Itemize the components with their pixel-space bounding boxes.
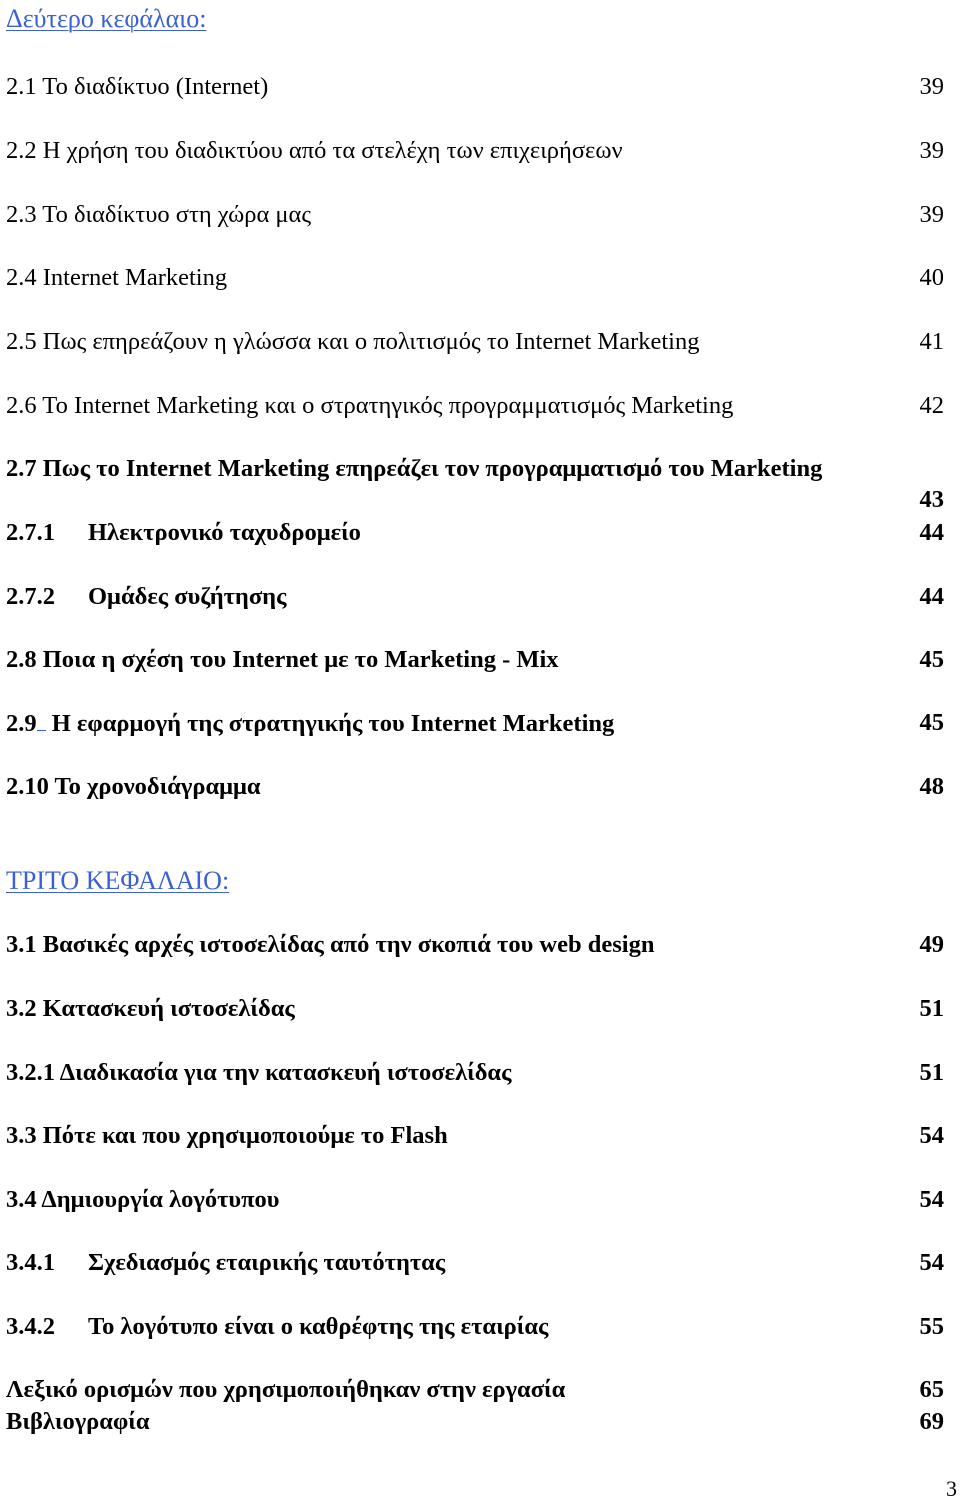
toc-entry-3-2-1[interactable]: [6, 1056, 944, 1090]
toc-entry-3-4-2[interactable]: [6, 1310, 944, 1344]
toc-entry-2-9[interactable]: [6, 706, 944, 740]
toc-entry-title: Ομάδες συζήτησης: [88, 583, 287, 610]
toc-entry-page: 51: [919, 995, 944, 1022]
toc-entry-3-2[interactable]: [6, 992, 944, 1026]
toc-entry-title: 2.3 Το διαδίκτυο στη χώρα μας: [6, 201, 312, 228]
toc-entry-title: 3.4 Δημιουργία λογότυπου: [6, 1186, 280, 1213]
toc-entry-2-7-1[interactable]: [6, 516, 944, 550]
toc-entry-title: Η εφαρμογή της στρατηγικής του Internet Marketing: [51, 710, 615, 737]
chapter-2-heading: Δεύτερο κεφάλαιο:: [6, 4, 207, 33]
toc-entry-2-4[interactable]: [6, 261, 944, 295]
toc-entry-page: 49: [919, 931, 944, 958]
toc-entry-3-4-1[interactable]: [6, 1246, 944, 1280]
toc-entry-2-7-page: 43: [919, 486, 944, 513]
toc-entry-page: 48: [919, 773, 944, 800]
toc-entry-title-wrapper: [6, 706, 614, 741]
toc-entry-page: 54: [919, 1249, 944, 1276]
toc-entry-page: 42: [919, 392, 944, 419]
toc-entry-title: Σχεδιασμός εταιρικής ταυτότητας: [88, 1249, 446, 1276]
toc-entry-3-3[interactable]: [6, 1119, 944, 1153]
toc-entry-number: 2.7.2: [6, 583, 55, 610]
toc-entry-number: 2.7.1: [6, 519, 55, 546]
toc-entry-number: 3.4.2: [6, 1313, 55, 1340]
toc-entry-glossary[interactable]: [6, 1373, 944, 1407]
chapter-3-heading: ΤΡΙΤΟ ΚΕΦΑΛΑΙΟ:: [6, 866, 230, 895]
toc-entry-page: 39: [919, 201, 944, 228]
toc-entry-3-1[interactable]: [6, 928, 944, 962]
toc-entry-page: 51: [919, 1059, 944, 1086]
toc-entry-title: 3.2.1 Διαδικασία για την κατασκευή ιστοσελίδας: [6, 1059, 512, 1086]
toc-entry-page: 69: [919, 1408, 944, 1435]
toc-entry-page: 45: [919, 709, 944, 736]
toc-entry-2-2[interactable]: [6, 134, 944, 168]
toc-entry-page: 44: [919, 583, 944, 610]
toc-entry-title: 2.1 Το διαδίκτυο (Internet): [6, 73, 269, 100]
toc-entry-page: 39: [919, 137, 944, 164]
toc-entry-title: 3.1 Βασικές αρχές ιστοσελίδας από την σκοπιά του web design: [6, 931, 655, 958]
toc-entry-page: 45: [919, 646, 944, 673]
toc-entry-title: Ηλεκτρονικό ταχυδρομείο: [88, 519, 361, 546]
toc-entry-2-7-2[interactable]: [6, 580, 944, 614]
toc-entry-page: 65: [919, 1376, 944, 1403]
toc-entry-page: 54: [919, 1186, 944, 1213]
toc-entry-title: 2.5 Πως επηρεάζουν η γλώσσα και ο πολιτισμός το Internet Marketing: [6, 328, 700, 355]
toc-entry-page: 40: [919, 264, 944, 291]
toc-entry-title: 2.8 Ποια η σχέση του Internet με το Marketing - Mix: [6, 646, 559, 673]
toc-entry-title: 3.2 Κατασκευή ιστοσελίδας: [6, 995, 295, 1022]
toc-entry-title: Το λογότυπο είναι ο καθρέφτης της εταιρίας: [88, 1313, 549, 1340]
toc-entry-title: Λεξικό ορισμών που χρησιμοποιήθηκαν στην εργασία: [6, 1376, 566, 1403]
toc-entry-2-6[interactable]: [6, 389, 944, 423]
toc-entry-2-5[interactable]: [6, 325, 944, 359]
toc-entry-title: Βιβλιογραφία: [6, 1408, 150, 1435]
toc-entry-page: 44: [919, 519, 944, 546]
toc-entry-page: 39: [919, 73, 944, 100]
toc-entry-page: 41: [919, 328, 944, 355]
toc-entry-title: 3.3 Πότε και που χρησιμοποιούμε το Flash: [6, 1122, 448, 1149]
toc-entry-2-3[interactable]: [6, 198, 944, 232]
toc-entry-2-7[interactable]: [6, 452, 944, 486]
toc-entry-2-10[interactable]: [6, 770, 944, 804]
toc-entry-page: 54: [919, 1122, 944, 1149]
toc-entry-number: 2.9: [6, 710, 37, 737]
toc-entry-title: 2.2 Η χρήση του διαδικτύου από τα στελέχη των επιχειρήσεων: [6, 137, 623, 164]
toc-entry-2-8[interactable]: [6, 643, 944, 677]
toc-entry-title: 2.6 Το Internet Marketing και ο στρατηγικός προγραμματισμός Marketing: [6, 392, 734, 419]
underline-mark: [37, 706, 46, 731]
toc-entry-title: 2.10 Το χρονοδιάγραμμα: [6, 773, 261, 800]
toc-entry-page: 55: [919, 1313, 944, 1340]
toc-entry-3-4[interactable]: [6, 1183, 944, 1217]
toc-entry-bibliography[interactable]: [6, 1405, 944, 1439]
toc-entry-2-1[interactable]: [6, 70, 944, 104]
toc-entry-title: 2.7 Πως το Internet Marketing επηρεάζει τον προγραμματισμό του Marketing: [6, 455, 823, 482]
toc-entry-title: 2.4 Internet Marketing: [6, 264, 228, 291]
page-number: 3: [946, 1476, 957, 1501]
toc-entry-number: 3.4.1: [6, 1249, 55, 1276]
